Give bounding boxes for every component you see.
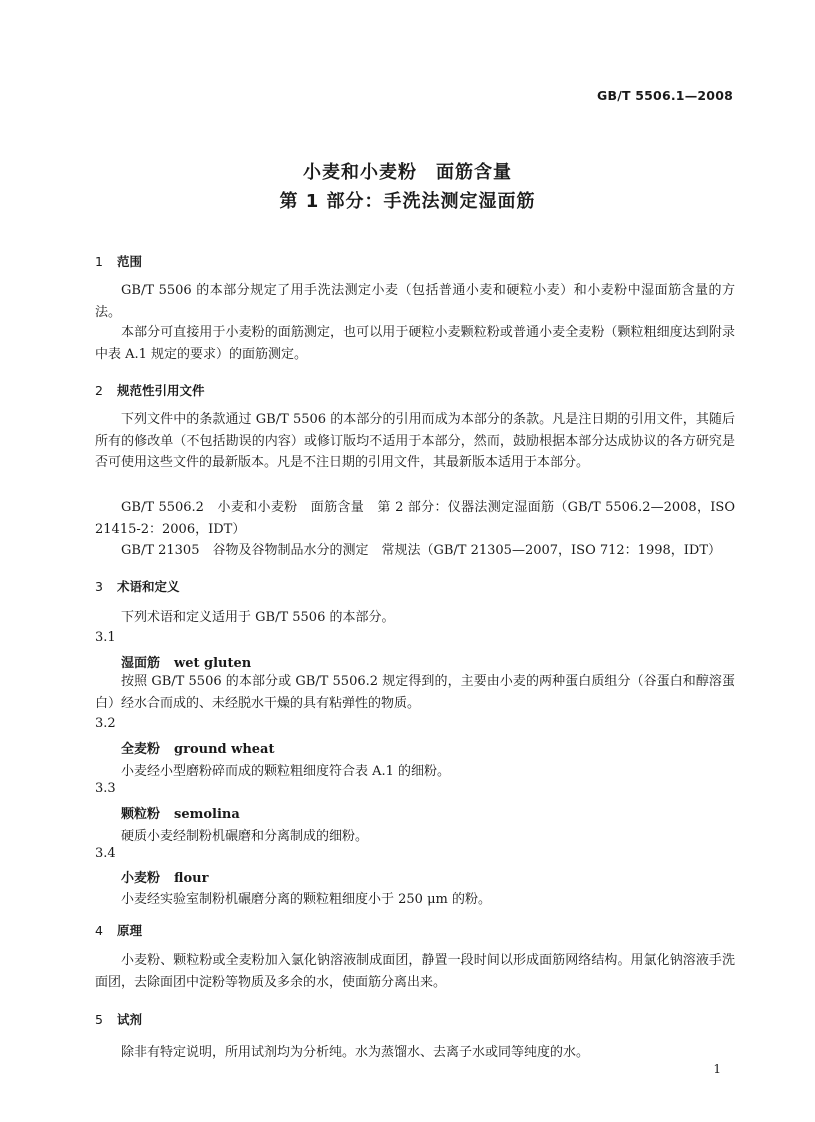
section-1-paragraph-2: 本部分可直接用于小麦粉的面筋测定，也可以用于硬粒小麦颗粒粉或普通小麦全麦粉（颗粒粗细度达到附录中表 A.1 规定的要求）的面筋测定。 [95,325,735,362]
term-number: 3.4 [95,846,116,861]
section-title: 术语和定义 [117,579,180,594]
section-5-paragraph-1: 除非有特定说明，所用试剂均为分析纯。水为蒸馏水、去离子水或同等纯度的水。 [121,1045,590,1060]
page-number: 1 [713,1062,721,1076]
term-definition: 小麦经实验室制粉机碾磨分离的颗粒粗细度小于 250 μm 的粉。 [121,892,491,907]
section-1-paragraph-1: GB/T 5506 的本部分规定了用手洗法测定小麦（包括普通小麦和硬粒小麦）和小麦粉中湿面筋含量的方法。 [95,283,735,320]
section-title: 试剂 [117,1012,143,1027]
section-number: 5 [95,1012,103,1027]
section-5-heading [95,1010,142,1028]
term-english: flour [174,871,209,886]
section-2-paragraph-1: 下列文件中的条款通过 GB/T 5506 的本部分的引用而成为本部分的条款。凡是注日期的引用文件，其随后所有的修改单（不包括勘误的内容）或修订版均不适用于本部分，然而，鼓励根据本部分达成协议的各方研究是否可使用这些文件的最新版本。凡是不注日期的引用文件，其最新版本适用于本部分。 [95,412,735,470]
term-english: semolina [174,807,240,822]
term-english: ground wheat [174,742,275,757]
section-3-heading [95,577,180,595]
term-number: 3.3 [95,781,116,796]
section-number: 1 [95,254,103,269]
standard-code: GB/T 5506.1—2008 [597,88,733,103]
section-number: 3 [95,579,103,594]
term-number: 3.1 [95,630,116,645]
term-definition: 硬质小麦经制粉机碾磨和分离制成的细粉。 [121,829,369,844]
section-title: 范围 [117,254,143,269]
term-number: 3.2 [95,716,116,731]
section-title: 原理 [117,923,143,938]
term-chinese: 颗粒粉 [121,807,161,822]
section-number: 2 [95,383,103,398]
section-1-heading [95,252,142,270]
term-chinese: 小麦粉 [121,871,161,886]
section-title: 规范性引用文件 [117,383,205,398]
term-heading [121,867,208,886]
term-definition: 按照 GB/T 5506 的本部分或 GB/T 5506.2 规定得到的，主要由小麦的两种蛋白质组分（谷蛋白和醇溶蛋白）经水合而成的、未经脱水干燥的具有粘弹性的物质。 [95,674,735,711]
document-title: 小麦和小麦粉 面筋含量 [303,162,512,183]
section-4-heading [95,921,142,939]
term-chinese: 湿面筋 [121,656,161,671]
term-definition: 小麦经小型磨粉碎而成的颗粒粗细度符合表 A.1 的细粉。 [121,764,451,779]
reference-1: GB/T 5506.2 小麦和小麦粉 面筋含量 第 2 部分：仪器法测定湿面筋（GB/T 5506.2—2008，ISO 21415-2：2006，IDT） [95,500,735,537]
section-4-paragraph-1: 小麦粉、颗粒粉或全麦粉加入氯化钠溶液制成面团，静置一段时间以形成面筋网络结构。用氯化钠溶液手洗面团，去除面团中淀粉等物质及多余的水，使面筋分离出来。 [95,953,735,990]
term-english: wet gluten [174,656,252,671]
term-chinese: 全麦粉 [121,742,161,757]
section-3-paragraph-1: 下列术语和定义适用于 GB/T 5506 的本部分。 [121,610,395,625]
section-number: 4 [95,923,103,938]
document-subtitle: 第 1 部分：手洗法测定湿面筋 [279,191,536,212]
term-heading [121,738,275,757]
term-heading [121,652,251,671]
reference-2: GB/T 21305 谷物及谷物制品水分的测定 常规法（GB/T 21305—2007，ISO 712：1998，IDT） [121,543,721,558]
section-2-heading [95,381,205,399]
term-heading [121,803,240,822]
